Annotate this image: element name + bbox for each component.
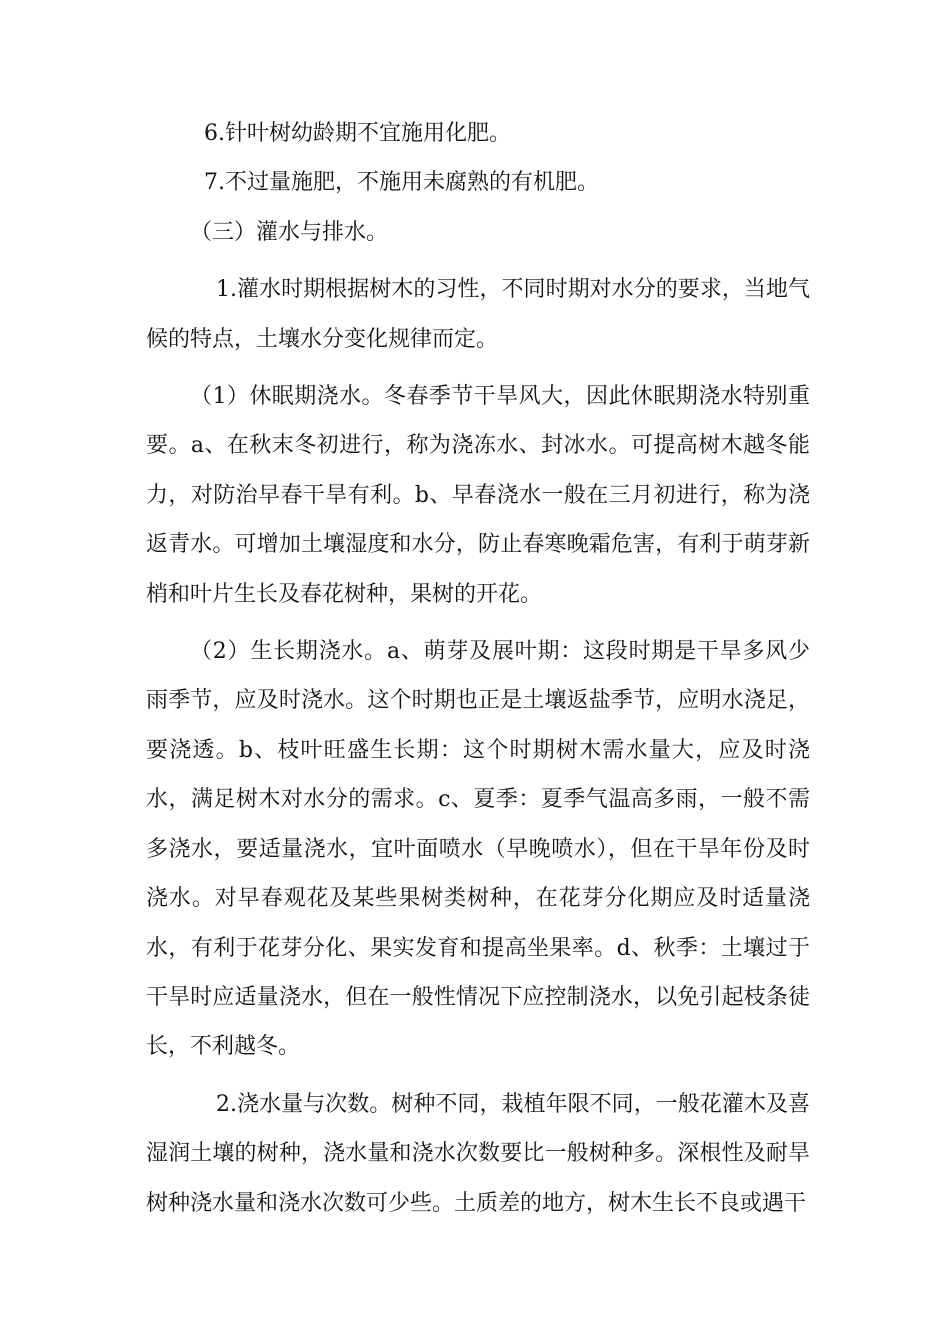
- document-body: [146, 109, 810, 1228]
- paragraph-irrigation-timing: 1.灌水时期根据树木的习性，不同时期对水分的要求，当地气候的特点，土壤水分变化规律而定。: [146, 277, 810, 352]
- spacer: [146, 1072, 810, 1080]
- paragraph-growth-watering: （2）生长期浇水。a、萌芽及展叶期：这段时期是干旱多风少雨季节，应及时浇水。这个时期也正是土壤返盐季节，应明水浇足，要浇透。b、枝叶旺盛生长期：这个时期树木需水量大，应及时浇水，满足树木对水分的需求。c、夏季：夏季气温高多雨，一般不需多浇水，要适量浇水，宜叶面喷水（早晚喷水），但在干旱年份及时浇水。对早春观花及某些果树类树种，在花芽分化期应及时适量浇水，有利于花芽分化、果实发育和提高坐果率。d、秋季：土壤过于干旱时应适量浇水，但在一般性情况下应控制浇水，以免引起枝条徒长，不利越冬。: [146, 639, 810, 1060]
- paragraph-watering-amount: 2.浇水量与次数。树种不同，栽植年限不同，一般花灌木及喜湿润土壤的树种，浇水量和浇水次数要比一般树种多。深根性及耐旱树种浇水量和浇水次数可少些。土质差的地方，树木生长不良或遇干: [146, 1091, 810, 1216]
- spacer: [146, 619, 810, 627]
- section-heading-irrigation: （三）灌水与排水。: [190, 219, 389, 245]
- spacer: [146, 364, 810, 372]
- paragraph-item-6: 6.针叶树幼龄期不宜施用化肥。: [204, 121, 511, 146]
- paragraph-item-7: 7.不过量施肥，不施用未腐熟的有机肥。: [204, 170, 599, 196]
- paragraph-dormant-watering: （1）休眠期浇水。冬春季节干旱风大，因此休眠期浇水特别重要。a、在秋末冬初进行，称为浇冻水、封冰水。可提高树木越冬能力，对防治早春干旱有利。b、早春浇水一般在三月初进行，称为浇返青水。可增加土壤湿度和水分，防止春寒晚霜危害，有利于萌芽新梢和叶片生长及春花树种，果树的开花。: [146, 384, 810, 607]
- spacer: [146, 257, 810, 265]
